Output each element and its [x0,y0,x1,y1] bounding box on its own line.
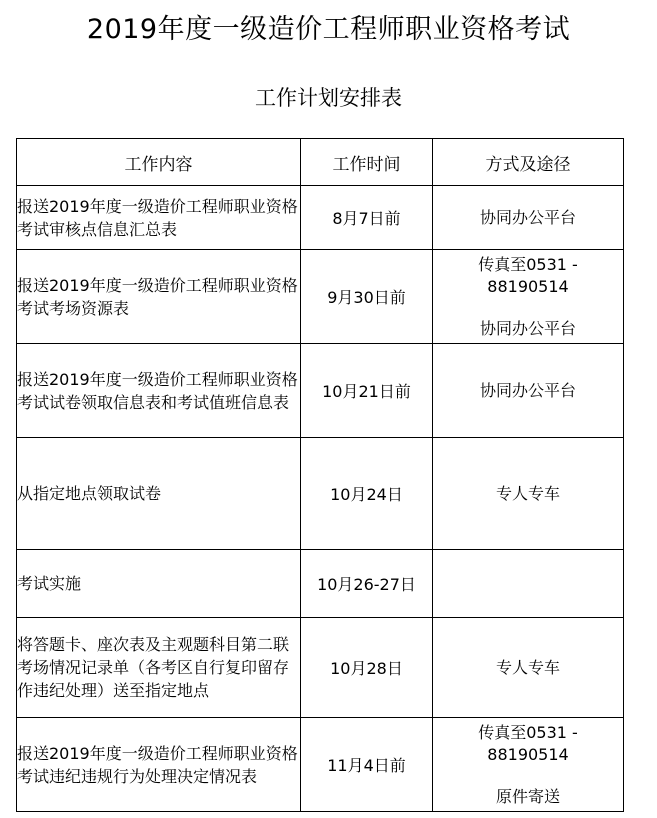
table-row [17,718,624,812]
method-cell [433,344,624,438]
work-time-cell: 8月7日前 [301,186,433,250]
work-time-cell: 10月26-27日 [301,550,433,618]
method-line: 88190514 [487,744,569,764]
method-spacer [433,298,623,318]
table-row [17,618,624,718]
table-header-row [17,139,624,186]
header-work-content: 工作内容 [17,139,301,186]
work-content-cell: 报送2019年度一级造价工程师职业资格考试考场资源表 [17,250,301,344]
work-content-cell: 报送2019年度一级造价工程师职业资格考试试卷领取信息表和考试值班信息表 [17,344,301,438]
work-content-cell: 报送2019年度一级造价工程师职业资格考试违纪违规行为处理决定情况表 [17,718,301,812]
table-row [17,550,624,618]
method-line: 协同办公平台 [479,207,576,227]
header-method: 方式及途径 [433,139,624,186]
work-time-cell: 11月4日前 [301,718,433,812]
method-cell [433,718,624,812]
document-subtitle: 工作计划安排表 [255,86,402,110]
table-row [17,186,624,250]
method-line: 协同办公平台 [479,380,576,400]
method-cell [433,550,624,618]
document-title: 2019年度一级造价工程师职业资格考试 [86,14,571,45]
method-line: 原件寄送 [495,786,560,806]
method-line: 传真至0531 - [478,722,578,742]
work-content-cell: 报送2019年度一级造价工程师职业资格考试审核点信息汇总表 [17,186,301,250]
method-line: 专人专车 [495,483,560,503]
header-work-time: 工作时间 [301,139,433,186]
method-line: 专人专车 [495,657,560,677]
work-content-cell: 考试实施 [17,550,301,618]
work-content-cell: 从指定地点领取试卷 [17,438,301,550]
table-row [17,438,624,550]
work-content-cell: 将答题卡、座次表及主观题科目第二联考场情况记录单（各考区自行复印留存作违纪处理）送至指定地点 [17,618,301,718]
work-time-cell: 10月21日前 [301,344,433,438]
method-cell [433,438,624,550]
table-row [17,344,624,438]
method-cell [433,186,624,250]
method-line: 传真至0531 - [478,254,578,274]
method-line: 协同办公平台 [479,318,576,338]
method-cell [433,618,624,718]
work-time-cell: 10月28日 [301,618,433,718]
table-row [17,250,624,344]
work-plan-table [16,138,624,812]
work-time-cell: 10月24日 [301,438,433,550]
work-time-cell: 9月30日前 [301,250,433,344]
method-spacer [433,766,623,786]
method-line: 88190514 [487,276,569,296]
method-cell [433,250,624,344]
